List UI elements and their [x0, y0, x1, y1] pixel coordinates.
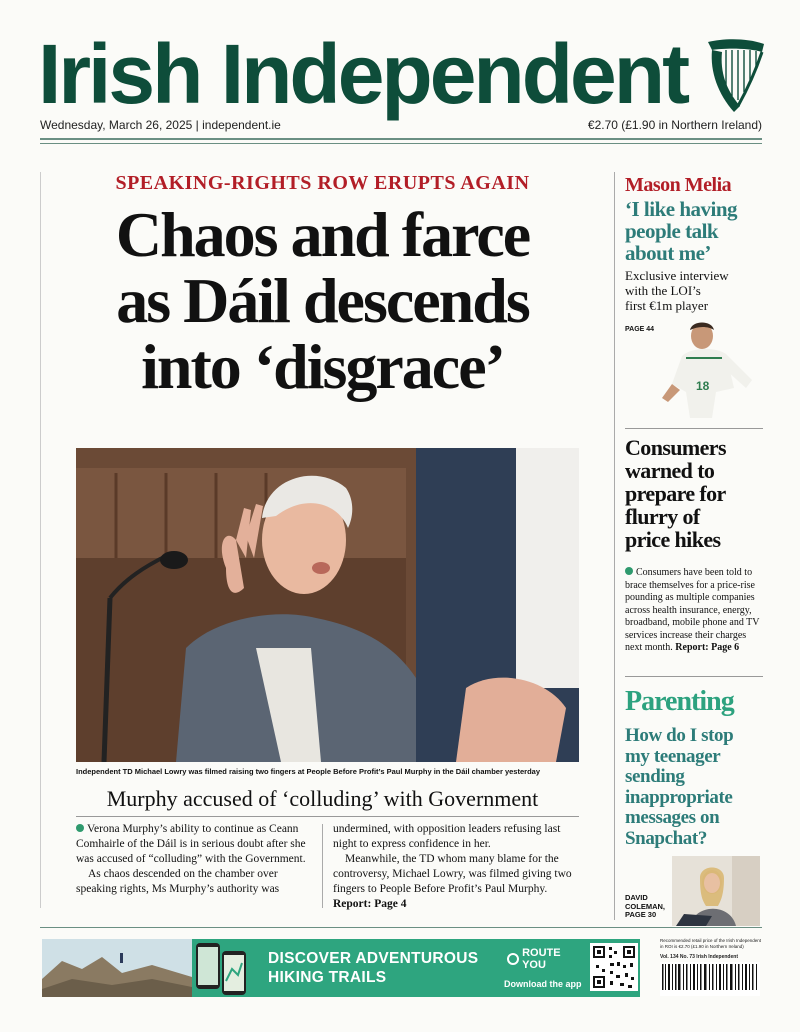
bullet-dot-icon — [76, 824, 84, 832]
lead-paragraph-text: Meanwhile, the TD whom many blame for the controversy, Michael Lowry, was filmed giving two fingers to People Before Profit’s Paul Murphy. — [333, 853, 572, 895]
lead-paragraph — [76, 822, 316, 867]
ad-landscape-photo — [42, 939, 192, 997]
lead-headline — [40, 199, 605, 402]
headline-line: Snapchat? — [625, 827, 707, 849]
feature-page-ref[interactable]: PAGE 44 — [625, 326, 655, 333]
headline-line: prepare for — [625, 481, 726, 506]
report-link[interactable]: Report: Page 6 — [675, 642, 740, 653]
masthead-rule-thin — [40, 143, 762, 144]
barcode-icon — [660, 962, 760, 996]
sidebar-divider — [614, 172, 615, 920]
lead-photo — [76, 448, 579, 762]
masthead — [38, 28, 768, 120]
report-link[interactable]: Report: Page 4 — [333, 898, 407, 910]
consumers-headline — [625, 436, 765, 551]
ad-line: HIKING TRAILS — [268, 969, 387, 986]
desc-line: with the LOI’s — [625, 283, 701, 298]
byline-line: COLEMAN, — [625, 901, 665, 911]
logo-line: ROUTE — [522, 947, 561, 959]
columnist-byline — [625, 894, 665, 920]
routeyou-logo — [507, 947, 561, 971]
advert-banner[interactable] — [42, 939, 640, 997]
footer-rule — [40, 927, 762, 928]
headline-line: How do I stop — [625, 725, 734, 746]
lead-paragraph — [333, 852, 573, 912]
lead-paragraph: undermined, with opposition leaders refusing last night to express confidence in her. — [333, 823, 561, 850]
price-fineprint: Recommended retail price of the Irish Independent in ROI is €2.70 (£1.90 in Northern Ireland) — [660, 938, 762, 949]
cover-price: €2.70 (£1.90 in Northern Ireland) — [587, 118, 762, 132]
headline-line: messages on — [625, 807, 720, 828]
lead-paragraph: As chaos descended on the chamber over speaking rights, Ms Murphy’s authority was — [76, 868, 280, 895]
feature-quote — [625, 198, 765, 264]
parenting-tag: Parenting — [625, 686, 734, 717]
column-divider — [322, 824, 323, 908]
desc-line: first €1m player — [625, 298, 709, 313]
lead-paragraph-text: Verona Murphy’s ability to continue as Ceann Comhairle of the Dáil is in serious doubt after she was accused of “colluding” with the Government. — [76, 823, 306, 865]
headline-line: flurry of — [625, 504, 700, 529]
harp-icon — [704, 36, 768, 114]
ad-line: DISCOVER ADVENTUROUS — [268, 950, 479, 967]
headline-line: sending — [625, 766, 685, 787]
lead-body-column-2 — [333, 822, 573, 912]
consumers-text: Consumers have been told to brace themselves for a price-rise pounding as multiple companies across health insurance, energy, broadband, mobile phone and TV services increase their charges next month. — [625, 567, 760, 653]
volume-number: Vol. 134 No. 73 Irish Independent — [660, 954, 738, 960]
headline-line: into ‘disgrace’ — [141, 331, 504, 402]
ad-headline — [268, 949, 478, 987]
date-line: Wednesday, March 26, 2025 | independent.ie — [40, 118, 281, 132]
lead-subhead: Murphy accused of ‘colluding’ with Government — [106, 786, 539, 811]
headline-line: price hikes — [625, 527, 721, 552]
subhead-rule — [76, 816, 579, 817]
byline-line: DAVID — [625, 893, 648, 902]
byline-line: PAGE 30 — [625, 910, 657, 919]
parenting-headline — [625, 726, 765, 849]
headline-line: inappropriate — [625, 786, 733, 808]
player-photo — [660, 318, 760, 418]
map-pin-icon — [507, 953, 519, 965]
columnist-photo — [672, 856, 760, 926]
feature-name: Mason Melia — [625, 174, 732, 196]
phone-mockup-icon — [192, 941, 252, 997]
qr-code-icon[interactable] — [590, 943, 638, 991]
ad-download-cta[interactable]: Download the app — [504, 979, 582, 989]
consumers-body — [625, 567, 765, 655]
player-number: 18 — [696, 379, 710, 393]
headline-line: warned to — [625, 458, 715, 483]
masthead-title: Irish Independent — [38, 27, 688, 121]
masthead-rule — [40, 138, 762, 140]
headline-line: as Dáil descends — [116, 265, 529, 336]
bullet-dot-icon — [625, 567, 633, 575]
quote-line: about me’ — [625, 241, 711, 265]
sidebar-rule — [625, 428, 763, 429]
quote-line: ‘I like having — [625, 197, 738, 221]
headline-line: Chaos and farce — [115, 199, 530, 270]
logo-line: YOU — [522, 959, 546, 971]
lead-body-column-1 — [76, 822, 316, 897]
sidebar-rule — [625, 676, 763, 677]
lead-kicker: SPEAKING-RIGHTS ROW ERUPTS AGAIN — [115, 172, 530, 194]
photo-caption: Independent TD Michael Lowry was filmed raising two fingers at People Before Profit’s Paul Murphy in the Dáil chamber yesterday — [76, 767, 540, 776]
feature-description — [625, 268, 765, 313]
headline-line: Consumers — [625, 435, 726, 460]
quote-line: people talk — [625, 219, 719, 243]
headline-line: my teenager — [625, 745, 721, 767]
desc-line: Exclusive interview — [625, 268, 729, 283]
